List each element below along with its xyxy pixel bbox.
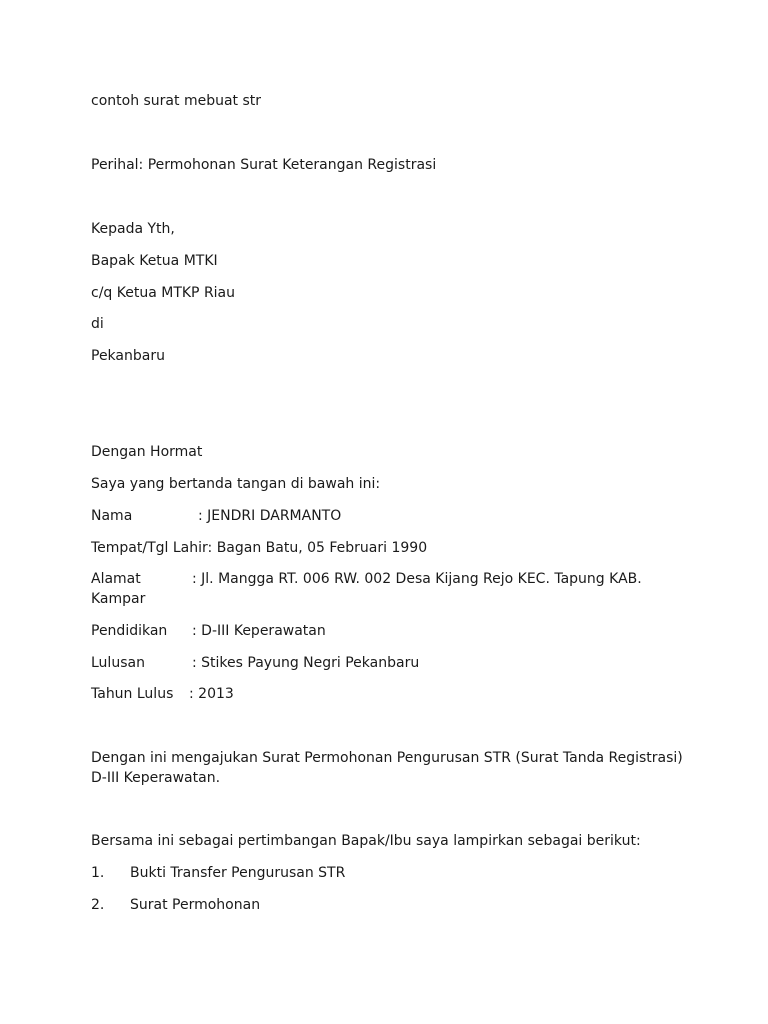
field-alamat — [91, 569, 642, 589]
greeting: Dengan Hormat — [91, 444, 203, 460]
field-nama — [91, 506, 341, 526]
field-value: : JENDRI DARMANTO — [198, 508, 342, 524]
field-tahun — [91, 684, 234, 704]
list-item — [91, 863, 345, 883]
list-item-text: Bukti Transfer Pengurusan STR — [130, 865, 346, 881]
field-label: Nama — [91, 508, 133, 524]
intro-text: Saya yang bertanda tangan di bawah ini: — [91, 476, 381, 492]
field-value: : D-III Keperawatan — [192, 623, 326, 639]
body-paragraph: Dengan ini mengajukan Surat Permohonan Pengurusan STR (Surat Tanda Registrasi) — [91, 750, 683, 766]
recipient-line: Bapak Ketua MTKI — [91, 253, 218, 269]
field-lulusan — [91, 653, 419, 673]
recipient-line: Kepada Yth, — [91, 221, 175, 237]
field-value: : Stikes Payung Negri Pekanbaru — [192, 655, 420, 671]
attachments-intro: Bersama ini sebagai pertimbangan Bapak/Ibu saya lampirkan sebagai berikut: — [91, 833, 641, 849]
list-item-number: 2. — [91, 897, 105, 913]
list-item-text: Surat Permohonan — [130, 897, 261, 913]
list-item-number: 1. — [91, 865, 105, 881]
recipient-line: c/q Ketua MTKP Riau — [91, 285, 236, 301]
recipient-line: di — [91, 316, 104, 332]
field-pendidikan — [91, 621, 326, 641]
field-label: Lulusan — [91, 655, 145, 671]
field-ttl: Tempat/Tgl Lahir: Bagan Batu, 05 Februari 1990 — [91, 540, 428, 556]
field-label: Tahun Lulus — [91, 686, 174, 702]
field-value: : 2013 — [189, 686, 234, 702]
document-heading: contoh surat mebuat str — [91, 93, 262, 109]
field-value: : Jl. Mangga RT. 006 RW. 002 Desa Kijang Rejo KEC. Tapung KAB. — [192, 571, 642, 587]
field-label: Pendidikan — [91, 623, 168, 639]
recipient-line: Pekanbaru — [91, 348, 165, 364]
subject-line: Perihal: Permohonan Surat Keterangan Registrasi — [91, 157, 437, 173]
field-label: Alamat — [91, 571, 141, 587]
body-paragraph-continued: D-III Keperawatan. — [91, 770, 221, 786]
list-item — [91, 895, 260, 915]
field-alamat-continued: Kampar — [91, 591, 146, 607]
